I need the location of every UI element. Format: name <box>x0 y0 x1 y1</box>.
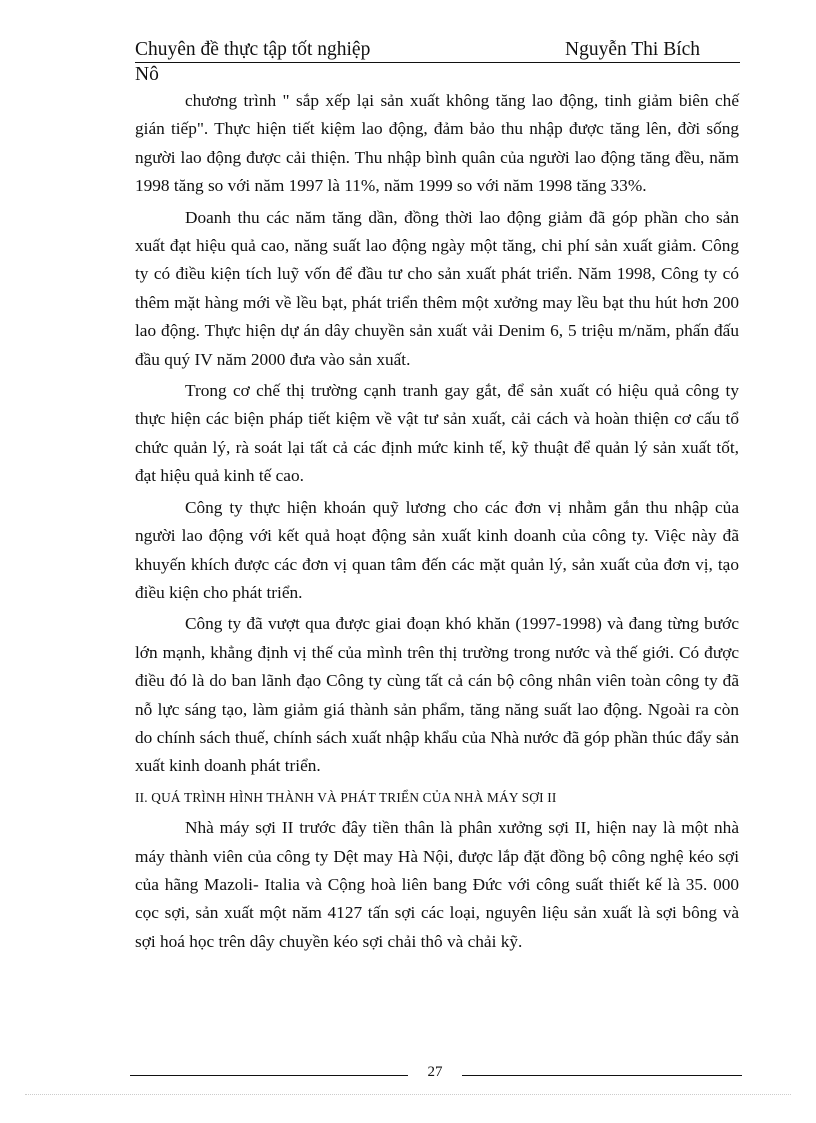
footer-rule-left <box>130 1075 408 1076</box>
paragraph: chương trình " sắp xếp lại sản xuất không tăng lao động, tinh giảm biên chế gián tiếp". Thực hiện tiết kiệm lao động, đảm bảo thu nhập được tăng lên, đời sống người lao động được cải thiện. Thu nhập bình quân của người lao động tăng đều, năm 1998 tăng so với năm 1997 là 11%, năm 1999 so với năm 1998 tăng 33%. <box>135 91 739 196</box>
page-footer <box>130 1064 742 1086</box>
paragraph: Công ty thực hiện khoán quỹ lương cho các đơn vị nhằm gắn thu nhập của người lao động với kết quả hoạt động sản xuất kinh doanh của công ty. Việc này đã khuyến khích được các đơn vị quan tâm đến các mặt quản lý, sản xuất của đơn vị, tạo điều kiện cho phát triển. <box>135 497 739 602</box>
footer-rule-right <box>462 1075 742 1076</box>
body-text <box>135 87 739 959</box>
paragraph: Doanh thu các năm tăng dần, đồng thời lao động giảm đã góp phần cho sản xuất đạt hiệu quả cao, năng suất lao động ngày một tăng, chi phí sản xuất giảm. Công ty có điều kiện tích luỹ vốn để đầu tư cho sản xuất phát triển. Năm 1998, Công ty có thêm mặt hàng mới về lều bạt, phát triển thêm một xưởng may lều bạt thu hút hơn 200 lao động. Thực hiện dự án dây chuyền sản xuất vải Denim 6, 5 triệu m/năm, phấn đấu đầu quý IV năm 2000 đưa vào sản xuất. <box>135 207 739 369</box>
paragraph: Nhà máy sợi II trước đây tiền thân là phân xưởng sợi II, hiện nay là một nhà máy thành viên của công ty Dệt may Hà Nội, được lắp đặt đồng bộ công nghệ kéo sợi của hãng Mazoli- Italia và Cộng hoà liên bang Đức với công suất thiết kế là 35. 000 cọc sợi, sản xuất một năm 4127 tấn sợi các loại, nguyên liệu sản xuất là sợi bông và sợi hoá học trên dây chuyền kéo sợi chải thô và chải kỹ. <box>135 818 739 951</box>
header-title: Chuyên đề thực tập tốt nghiệp <box>135 39 371 60</box>
page-header <box>135 39 740 63</box>
page-bottom-divider <box>25 1094 791 1095</box>
section-heading: II. QUÁ TRÌNH HÌNH THÀNH VÀ PHÁT TRIỂN CỦA NHÀ MÁY SỢI II <box>135 789 557 805</box>
paragraph: Công ty đã vượt qua được giai đoạn khó khăn (1997-1998) và đang từng bước lớn mạnh, khẳng định vị thế của mình trên thị trường trong nước và thế giới. Có được điều đó là do ban lãnh đạo Công ty cùng tất cả cán bộ công nhân viên toàn công ty đã nỗ lực sáng tạo, làm giảm giá thành sản phẩm, tăng năng suất lao động. Ngoài ra còn do chính sách thuế, chính sách xuất nhập khẩu của Nhà nước đã góp phần thúc đẩy sản xuất kinh doanh phát triển. <box>135 614 739 776</box>
page-number: 27 <box>427 1064 443 1080</box>
header-author-continuation: Nô <box>135 64 159 85</box>
header-rule <box>135 62 740 63</box>
header-author: Nguyễn Thi Bích <box>565 39 701 60</box>
paragraph: Trong cơ chế thị trường cạnh tranh gay gắt, để sản xuất có hiệu quả công ty thực hiện các biện pháp tiết kiệm về vật tư sản xuất, cải cách và hoàn thiện cơ cấu tổ chức quản lý, rà soát lại tất cả các định mức kinh tế, kỹ thuật để quản lý sản xuất tốt, đạt hiệu quả kinh tế cao. <box>135 381 739 486</box>
